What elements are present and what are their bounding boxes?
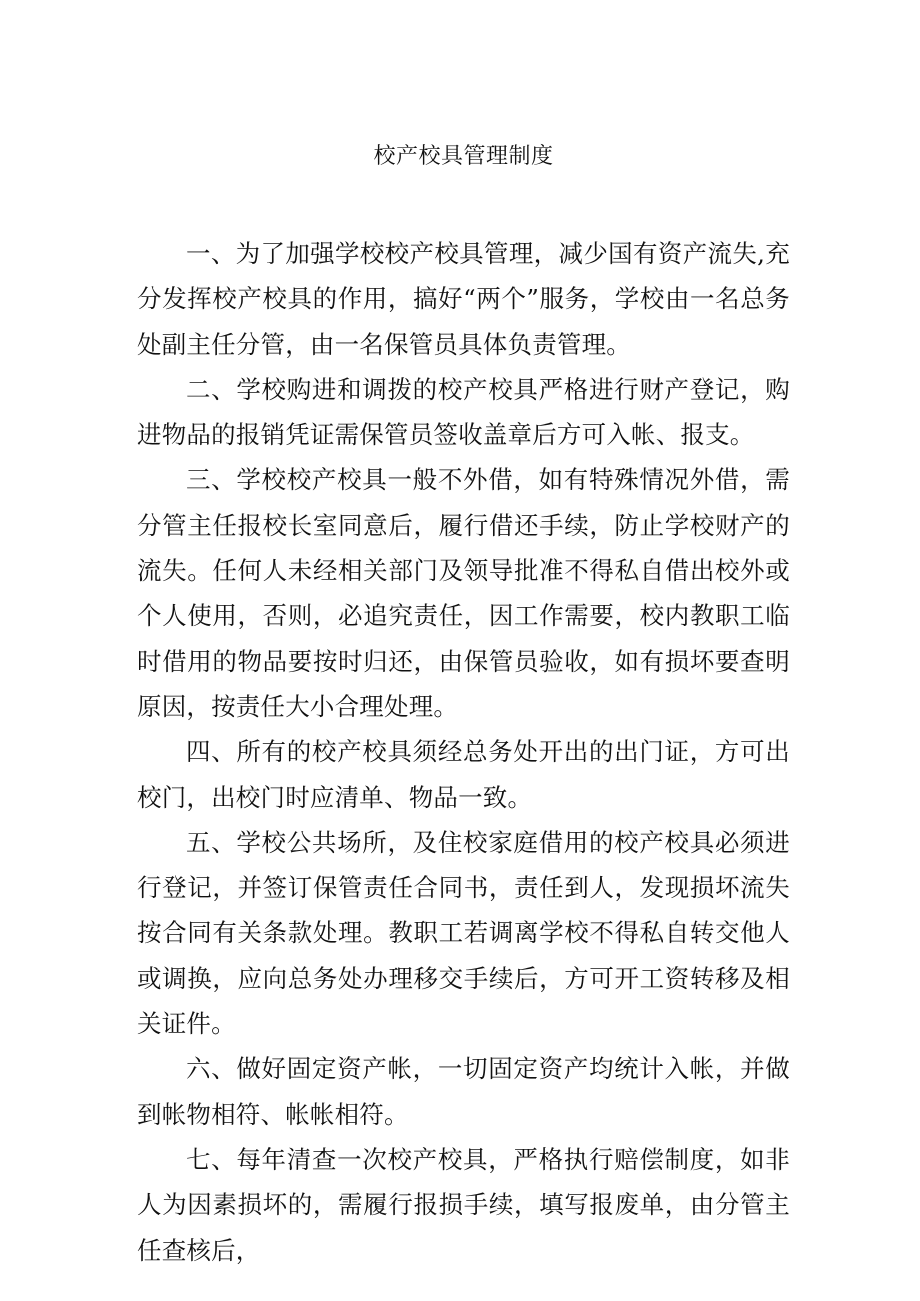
paragraph-7: 七、每年清查一次校产校具，严格执行赔偿制度，如非人为因素损坏的，需履行报损手续，填写报废单，由分管主任查核后，: [137, 1144, 790, 1265]
paragraph-5: 五、学校公共场所，及住校家庭借用的校产校具必须进行登记，并签订保管责任合同书，责任到人，发现损坏流失按合同有关条款处理。教职工若调离学校不得私自转交他人或调换，应向总务处办理移交手续后，方可开工资转移及相关证件。: [137, 827, 790, 1039]
paragraph-3: 三、学校校产校具一般不外借，如有特殊情况外借，需分管主任报校长室同意后，履行借还手续，防止学校财产的流失。任何人未经相关部门及领导批准不得私自借出校外或个人使用，否则，必追究责任，因工作需要，校内教职工临时借用的物品要按时归还，由保管员验收，如有损坏要查明原因，按责任大小合理处理。: [137, 465, 790, 721]
document-title: 校产校具管理制度: [373, 144, 554, 169]
paragraph-4: 四、所有的校产校具须经总务处开出的出门证，方可出校门，出校门时应清单、物品一致。: [137, 737, 790, 812]
paragraph-2: 二、学校购进和调拨的校产校具严格进行财产登记，购进物品的报销凭证需保管员签收盖章后方可入帐、报支。: [137, 374, 790, 450]
paragraph-1: 一、为了加强学校校产校具管理，减少国有资产流失,充分发挥校产校具的作用，搞好“两个”服务，学校由一名总务处副主任分管，由一名保管员具体负责管理。: [137, 239, 790, 359]
paragraph-6: 六、做好固定资产帐，一切固定资产均统计入帐，并做到帐物相符、帐帐相符。: [137, 1054, 790, 1129]
